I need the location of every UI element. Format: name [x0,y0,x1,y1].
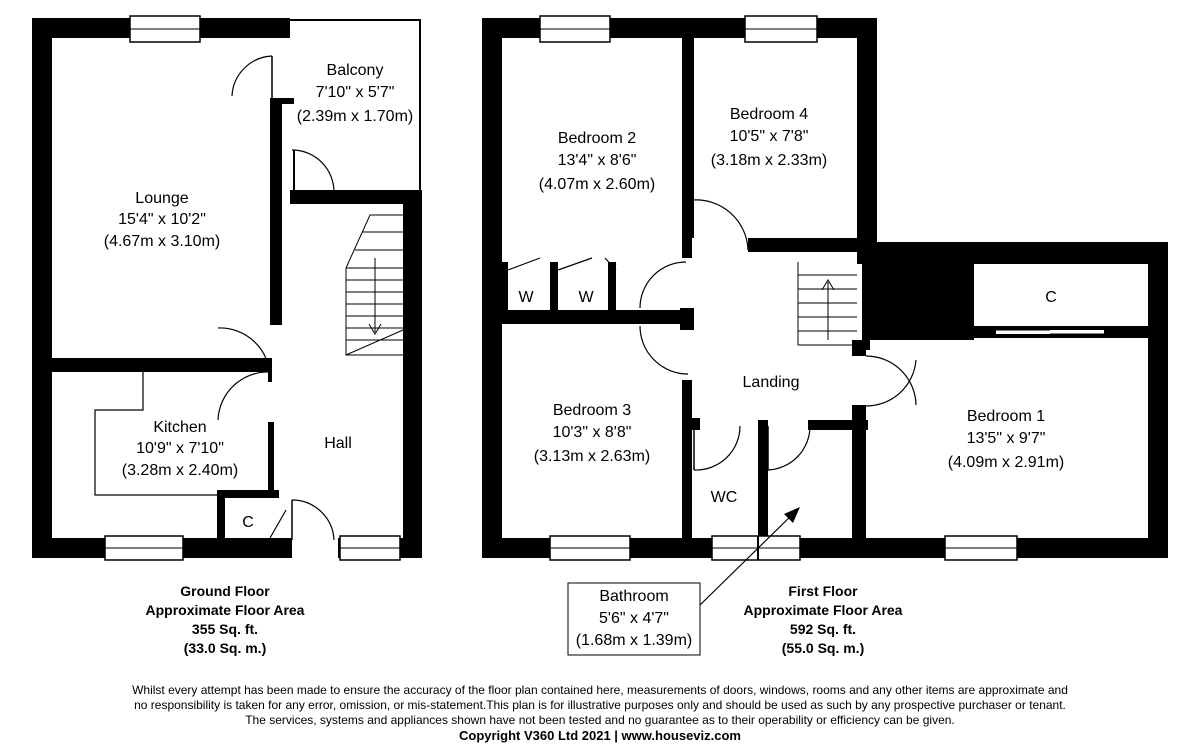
staircase [346,215,403,355]
door-swing [292,500,334,540]
room-dims-bedroom-3: 10'3" x 8'8" [552,424,632,441]
wall [482,310,694,324]
wall [680,308,694,330]
wall [217,490,225,545]
room-dims-bedroom-4: 10'5" x 7'8" [729,128,809,145]
wall [550,262,558,312]
room-name-balcony: Balcony [326,62,384,79]
floor-area-sqm: (33.0 Sq. m.) [183,640,267,656]
door-swing [218,372,270,420]
door-swing [232,56,272,96]
room-name-lounge: Lounge [135,190,189,207]
room-name-landing: Landing [742,374,800,391]
door-swing [692,200,748,250]
wall [682,38,694,238]
floor-area-sqft: 355 Sq. ft. [191,621,259,637]
wall [482,18,502,558]
wall [857,18,877,246]
wall [270,98,294,104]
wall [682,380,692,542]
disclaimer [20,683,1180,743]
staircase [798,262,857,345]
room-dims-kitchen: 10'9" x 7'10" [136,440,224,457]
wall [32,358,272,372]
floor-area-label: Approximate Floor Area [145,602,305,618]
wall [268,422,274,492]
door-swing [866,356,916,405]
floor-area-sqm: (55.0 Sq. m.) [781,640,865,656]
room-name-bedroom-1: Bedroom 1 [966,408,1046,425]
wardrobe-label: W [578,289,594,306]
door-swing [640,326,688,374]
wall [32,18,52,558]
floor-area-sqft: 592 Sq. ft. [789,621,857,637]
room-dims-bedroom-2: 13'4" x 8'6" [557,152,637,169]
floor-title: Ground Floor [180,583,270,599]
room-name-bedroom-3: Bedroom 3 [552,402,632,419]
room-name-bathroom: Bathroom [599,588,669,605]
front-door-opening [292,536,338,560]
wall [852,340,866,356]
wall [748,238,862,252]
room-dims-bathroom: 5'6" x 4'7" [599,610,669,627]
wardrobe-door [558,258,592,270]
disclaimer-line: The services, systems and appliances shown have not been tested and no guarantee as to their operability or efficiency can be given. [245,713,955,727]
door-swing [768,426,810,470]
disclaimer-line: no responsibility is taken for any error, omission, or mis-statement.This plan is for illustrative purposes only and should be used as such by any prospective purchaser or tenant. [134,698,1066,712]
ground-floor-plan [32,16,422,560]
wardrobe-label: W [518,289,534,306]
room-dims-metric-bedroom-2: (4.07m x 2.60m) [538,176,656,193]
room-dims-balcony: 7'10" x 5'7" [315,84,395,101]
room-name-cupboard: C [242,514,254,531]
room-dims-metric-bedroom-3: (3.13m x 2.63m) [533,448,651,465]
room-dims-metric-lounge: (4.67m x 3.10m) [103,233,221,250]
wall [217,490,279,498]
wall [270,100,282,325]
floor-title: First Floor [788,583,858,599]
wall [758,420,768,542]
wall [500,262,508,312]
wardrobe-door [508,258,540,270]
door-swing [270,510,286,538]
room-dims-metric-bedroom-1: (4.09m x 2.91m) [947,454,1065,471]
first-floor-caption [718,582,928,658]
door-swing [292,150,334,192]
room-dims-metric-kitchen: (3.28m x 2.40m) [121,462,239,479]
room-name-bedroom-2: Bedroom 2 [557,130,637,147]
room-name-bedroom-4: Bedroom 4 [729,106,809,123]
copyright-notice: Copyright V360 Ltd 2021 | www.houseviz.com [458,728,741,743]
door-swing [640,262,686,308]
door-swing [866,360,916,406]
room-name-wc: WC [710,489,738,506]
room-name-kitchen: Kitchen [153,419,207,436]
wall [682,238,692,258]
wall [852,405,866,545]
ground-floor-caption [120,582,330,658]
room-dims-metric-bathroom: (1.68m x 1.39m) [575,632,693,649]
wall [1148,242,1168,558]
wall [403,195,422,558]
room-name-cupboard-first: C [1045,289,1057,306]
room-dims-lounge: 15'4" x 10'2" [118,211,206,228]
floor-area-label: Approximate Floor Area [743,602,903,618]
room-dims-metric-bedroom-4: (3.18m x 2.33m) [710,152,828,169]
wall [290,190,422,204]
room-dims-bedroom-1: 13'5" x 9'7" [966,430,1046,447]
disclaimer-line: Whilst every attempt has been made to ensure the accuracy of the floor plan contained here, measurements of doors, windows, rooms and any other items are approximate and [132,683,1068,697]
room-name-hall: Hall [324,435,352,452]
wall [862,258,974,340]
door-swing [694,426,740,470]
room-dims-metric-balcony: (2.39m x 1.70m) [296,108,414,125]
first-floor-plan [482,16,1168,655]
wall [692,418,700,430]
